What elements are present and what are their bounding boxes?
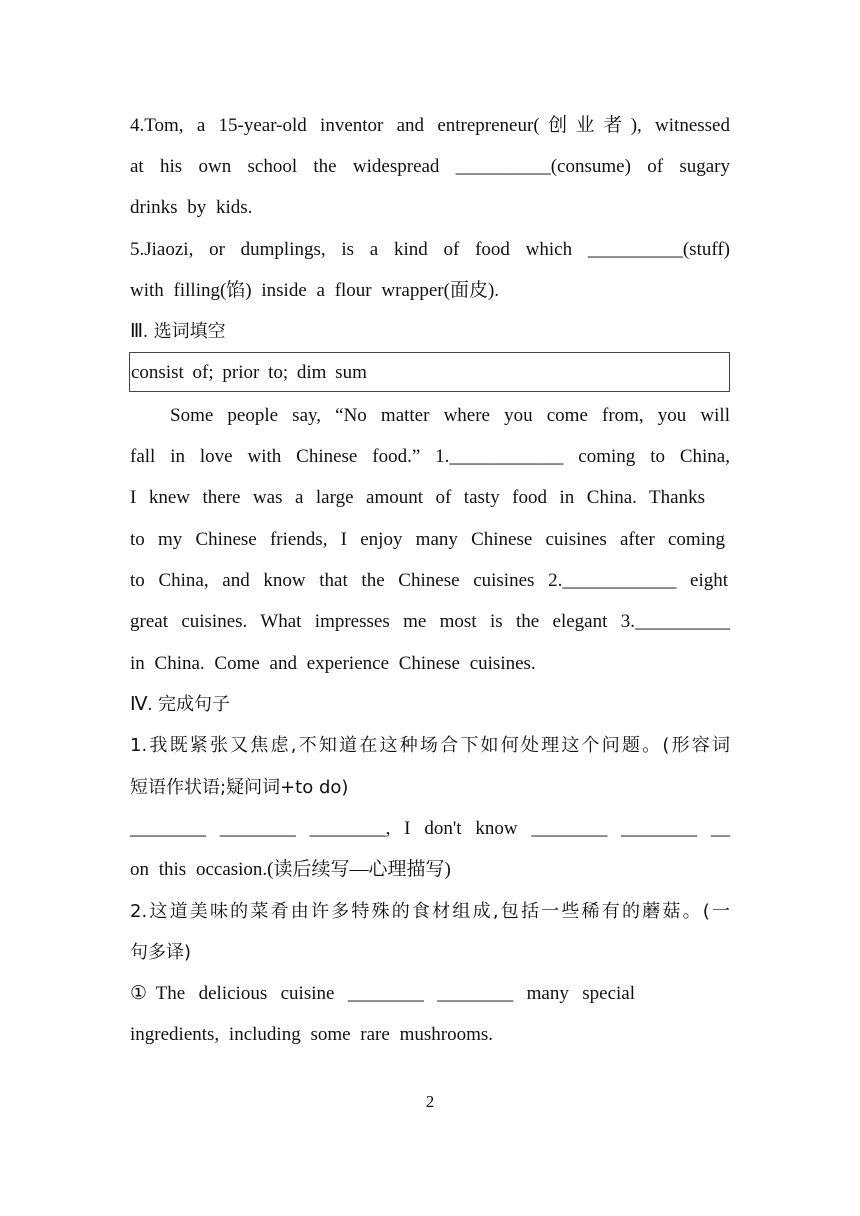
word-bank-box xyxy=(129,352,730,392)
section-4-numeral: Ⅳ. xyxy=(130,694,153,715)
passage-line-7: in China. Come and experience Chinese cuisines. xyxy=(130,653,536,674)
section-4-title: 完成句子 xyxy=(158,694,231,715)
passage-line-3: I knew there was a large amount of tasty food in China. Thanks xyxy=(130,487,705,508)
section-3-numeral: Ⅲ. xyxy=(130,321,148,342)
exercise-5-line-1: 5.Jiaozi, or dumplings, is a kind of food which __________(stuff) xyxy=(130,239,730,260)
passage-line-4: to my Chinese friends, I enjoy many Chinese cuisines after coming xyxy=(130,529,725,550)
exercise-4-line-3: drinks by kids. xyxy=(130,197,253,218)
exercise-4-line-2: at his own school the widespread __________(consume) of sugary xyxy=(130,156,730,177)
sentence-2-line-4: ingredients, including some rare mushrooms. xyxy=(130,1024,493,1045)
word-bank-text: consist of; prior to; dim sum xyxy=(131,362,367,383)
page-number: 2 xyxy=(425,1092,435,1111)
sentence-1-line-2: 短语作状语;疑问词+to do) xyxy=(130,777,349,798)
sentence-1-line-4: on this occasion.(读后续写—心理描写) xyxy=(130,859,451,880)
passage-line-2: fall in love with Chinese food.” 1.____________ coming to China, xyxy=(130,446,730,467)
section-3-heading xyxy=(130,311,730,352)
sentence-2-line-2: 句多译) xyxy=(130,942,192,963)
sentence-1-line-3: ________ ________ ________, I don't know ________ ________ __ xyxy=(130,818,730,839)
section-4-heading xyxy=(130,684,730,725)
sentence-2-line-1: 2.这道美味的菜肴由许多特殊的食材组成,包括一些稀有的蘑菇。(一 xyxy=(130,901,730,922)
passage-line-5: to China, and know that the Chinese cuisines 2.____________ eight xyxy=(130,570,728,591)
exercise-5-line-2: with filling(馅) inside a flour wrapper(面皮). xyxy=(130,280,500,301)
sentence-1-line-1: 1.我既紧张又焦虑,不知道在这种场合下如何处理这个问题。(形容词 xyxy=(130,735,730,756)
passage-line-1: Some people say, “No matter where you come from, you will xyxy=(170,405,730,426)
passage-line-6: great cuisines. What impresses me most is the elegant 3.__________ xyxy=(130,611,730,632)
section-3-title: 选词填空 xyxy=(153,321,226,342)
exercise-4-line-1: 4.Tom, a 15-year-old inventor and entrepreneur(创业者), witnessed xyxy=(130,115,730,136)
sentence-2-line-3: ①The delicious cuisine ________ ________ many special xyxy=(130,983,635,1004)
